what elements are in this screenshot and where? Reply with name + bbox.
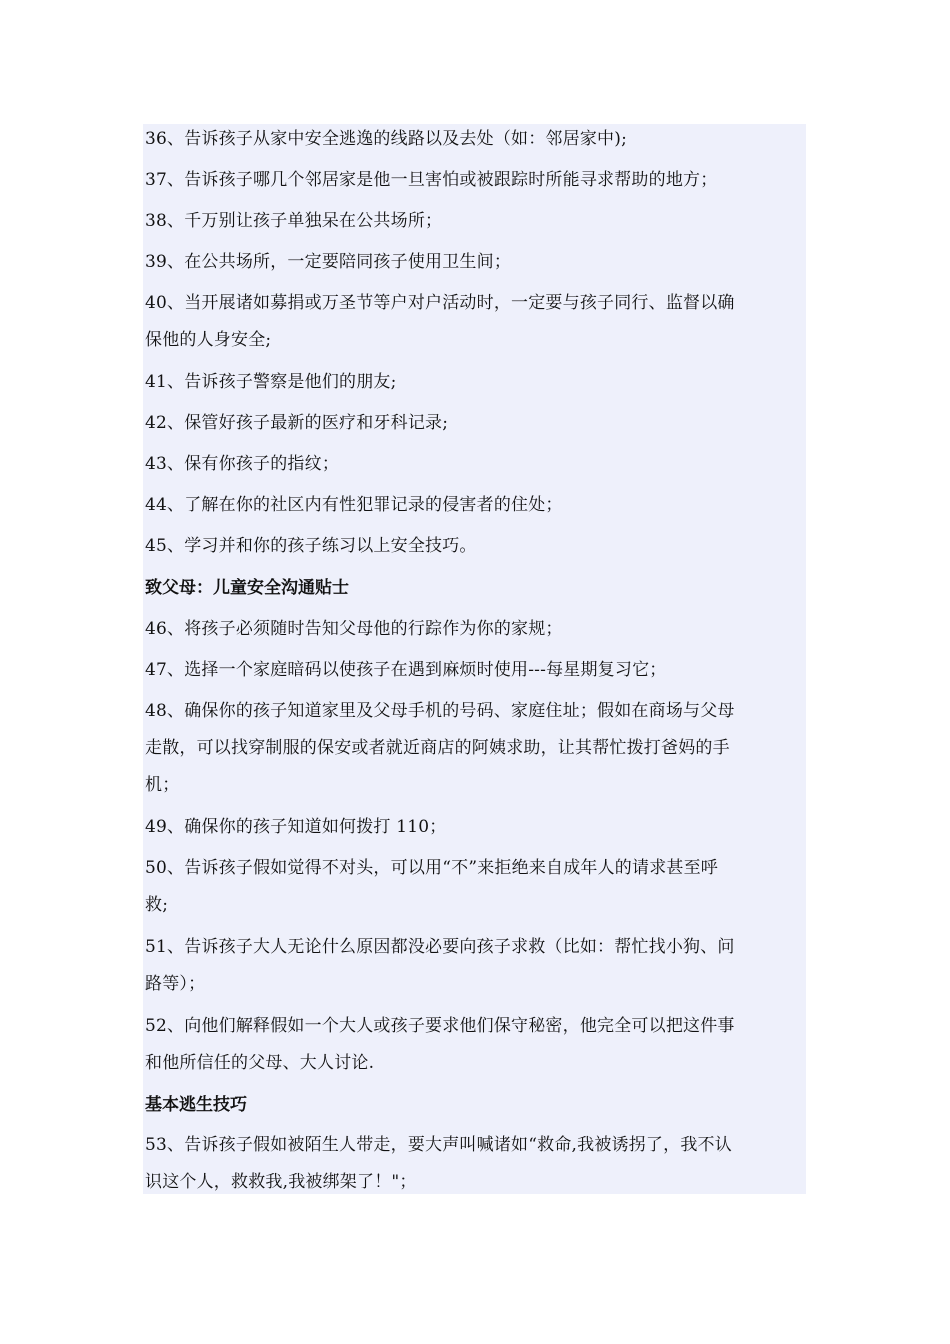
item-40-line-2: 保他的人身安全; bbox=[145, 330, 272, 350]
item-41-line-1: 41、告诉孩子警察是他们的朋友; bbox=[145, 372, 397, 392]
item-51-line-2: 路等）； bbox=[145, 974, 206, 994]
item-44-line-1: 44、了解在你的社区内有性犯罪记录的侵害者的住处； bbox=[145, 495, 563, 515]
list-item-53 bbox=[145, 1127, 805, 1201]
document-text-block bbox=[143, 124, 806, 1194]
item-39-line-1: 39、在公共场所，一定要陪同孩子使用卫生间； bbox=[145, 252, 512, 272]
item-40-line-1: 40、当开展诸如募捐或万圣节等户对户活动时，一定要与孩子同行、监督以确 bbox=[145, 293, 735, 313]
list-item-50 bbox=[145, 850, 805, 924]
section-heading-escape-skills: 基本逃生技巧 bbox=[145, 1095, 247, 1115]
list-item-51 bbox=[145, 929, 805, 1003]
item-50-line-2: 救; bbox=[145, 895, 169, 915]
list-item-46 bbox=[145, 611, 805, 648]
item-48-line-3: 机； bbox=[145, 775, 180, 795]
item-48-line-2: 走散，可以找穿制服的保安或者就近商店的阿姨求助，让其帮忙拨打爸妈的手 bbox=[145, 738, 730, 758]
list-item-41 bbox=[145, 364, 805, 401]
list-item-49 bbox=[145, 809, 805, 846]
list-item-44 bbox=[145, 487, 805, 524]
item-38-line-1: 38、千万别让孩子单独呆在公共场所； bbox=[145, 211, 443, 231]
list-item-37 bbox=[145, 162, 805, 199]
section-heading-parent-tips: 致父母：儿童安全沟通贴士 bbox=[145, 578, 349, 598]
list-item-42 bbox=[145, 405, 805, 442]
item-52-line-1: 52、向他们解释假如一个大人或孩子要求他们保守秘密，他完全可以把这件事 bbox=[145, 1016, 735, 1036]
list-item-47 bbox=[145, 652, 805, 689]
item-47-line-1: 47、选择一个家庭暗码以使孩子在遇到麻烦时使用---每星期复习它； bbox=[145, 660, 667, 680]
list-item-48 bbox=[145, 693, 805, 804]
item-52-line-2: 和他所信任的父母、大人讨论. bbox=[145, 1053, 375, 1073]
item-36-line-1: 36、告诉孩子从家中安全逃逸的线路以及去处（如：邻居家中); bbox=[145, 129, 627, 149]
item-51-line-1: 51、告诉孩子大人无论什么原因都没必要向孩子求救（比如：帮忙找小狗、问 bbox=[145, 937, 735, 957]
list-item-40 bbox=[145, 285, 805, 359]
item-37-line-1: 37、告诉孩子哪几个邻居家是他一旦害怕或被跟踪时所能寻求帮助的地方； bbox=[145, 170, 718, 190]
list-item-38 bbox=[145, 203, 805, 240]
item-53-line-2: 识这个人，救救我,我被绑架了！"； bbox=[145, 1172, 417, 1192]
list-item-36 bbox=[145, 121, 805, 158]
list-item-52 bbox=[145, 1008, 805, 1082]
item-45-line-1: 45、学习并和你的孩子练习以上安全技巧。 bbox=[145, 536, 477, 556]
item-43-line-1: 43、保有你孩子的指纹； bbox=[145, 454, 340, 474]
list-item-39 bbox=[145, 244, 805, 281]
item-53-line-1: 53、告诉孩子假如被陌生人带走，要大声叫喊诸如“救命,我被诱拐了，我不认 bbox=[145, 1135, 732, 1155]
item-46-line-1: 46、将孩子必须随时告知父母他的行踪作为你的家规； bbox=[145, 619, 563, 639]
item-42-line-1: 42、保管好孩子最新的医疗和牙科记录; bbox=[145, 413, 449, 433]
list-item-43 bbox=[145, 446, 805, 483]
item-48-line-1: 48、确保你的孩子知道家里及父母手机的号码、家庭住址；假如在商场与父母 bbox=[145, 701, 735, 721]
item-50-line-1: 50、告诉孩子假如觉得不对头，可以用“不”来拒绝来自成年人的请求甚至呼 bbox=[145, 858, 719, 878]
item-49-line-1: 49、确保你的孩子知道如何拨打 110； bbox=[145, 817, 447, 837]
list-item-45 bbox=[145, 528, 805, 565]
